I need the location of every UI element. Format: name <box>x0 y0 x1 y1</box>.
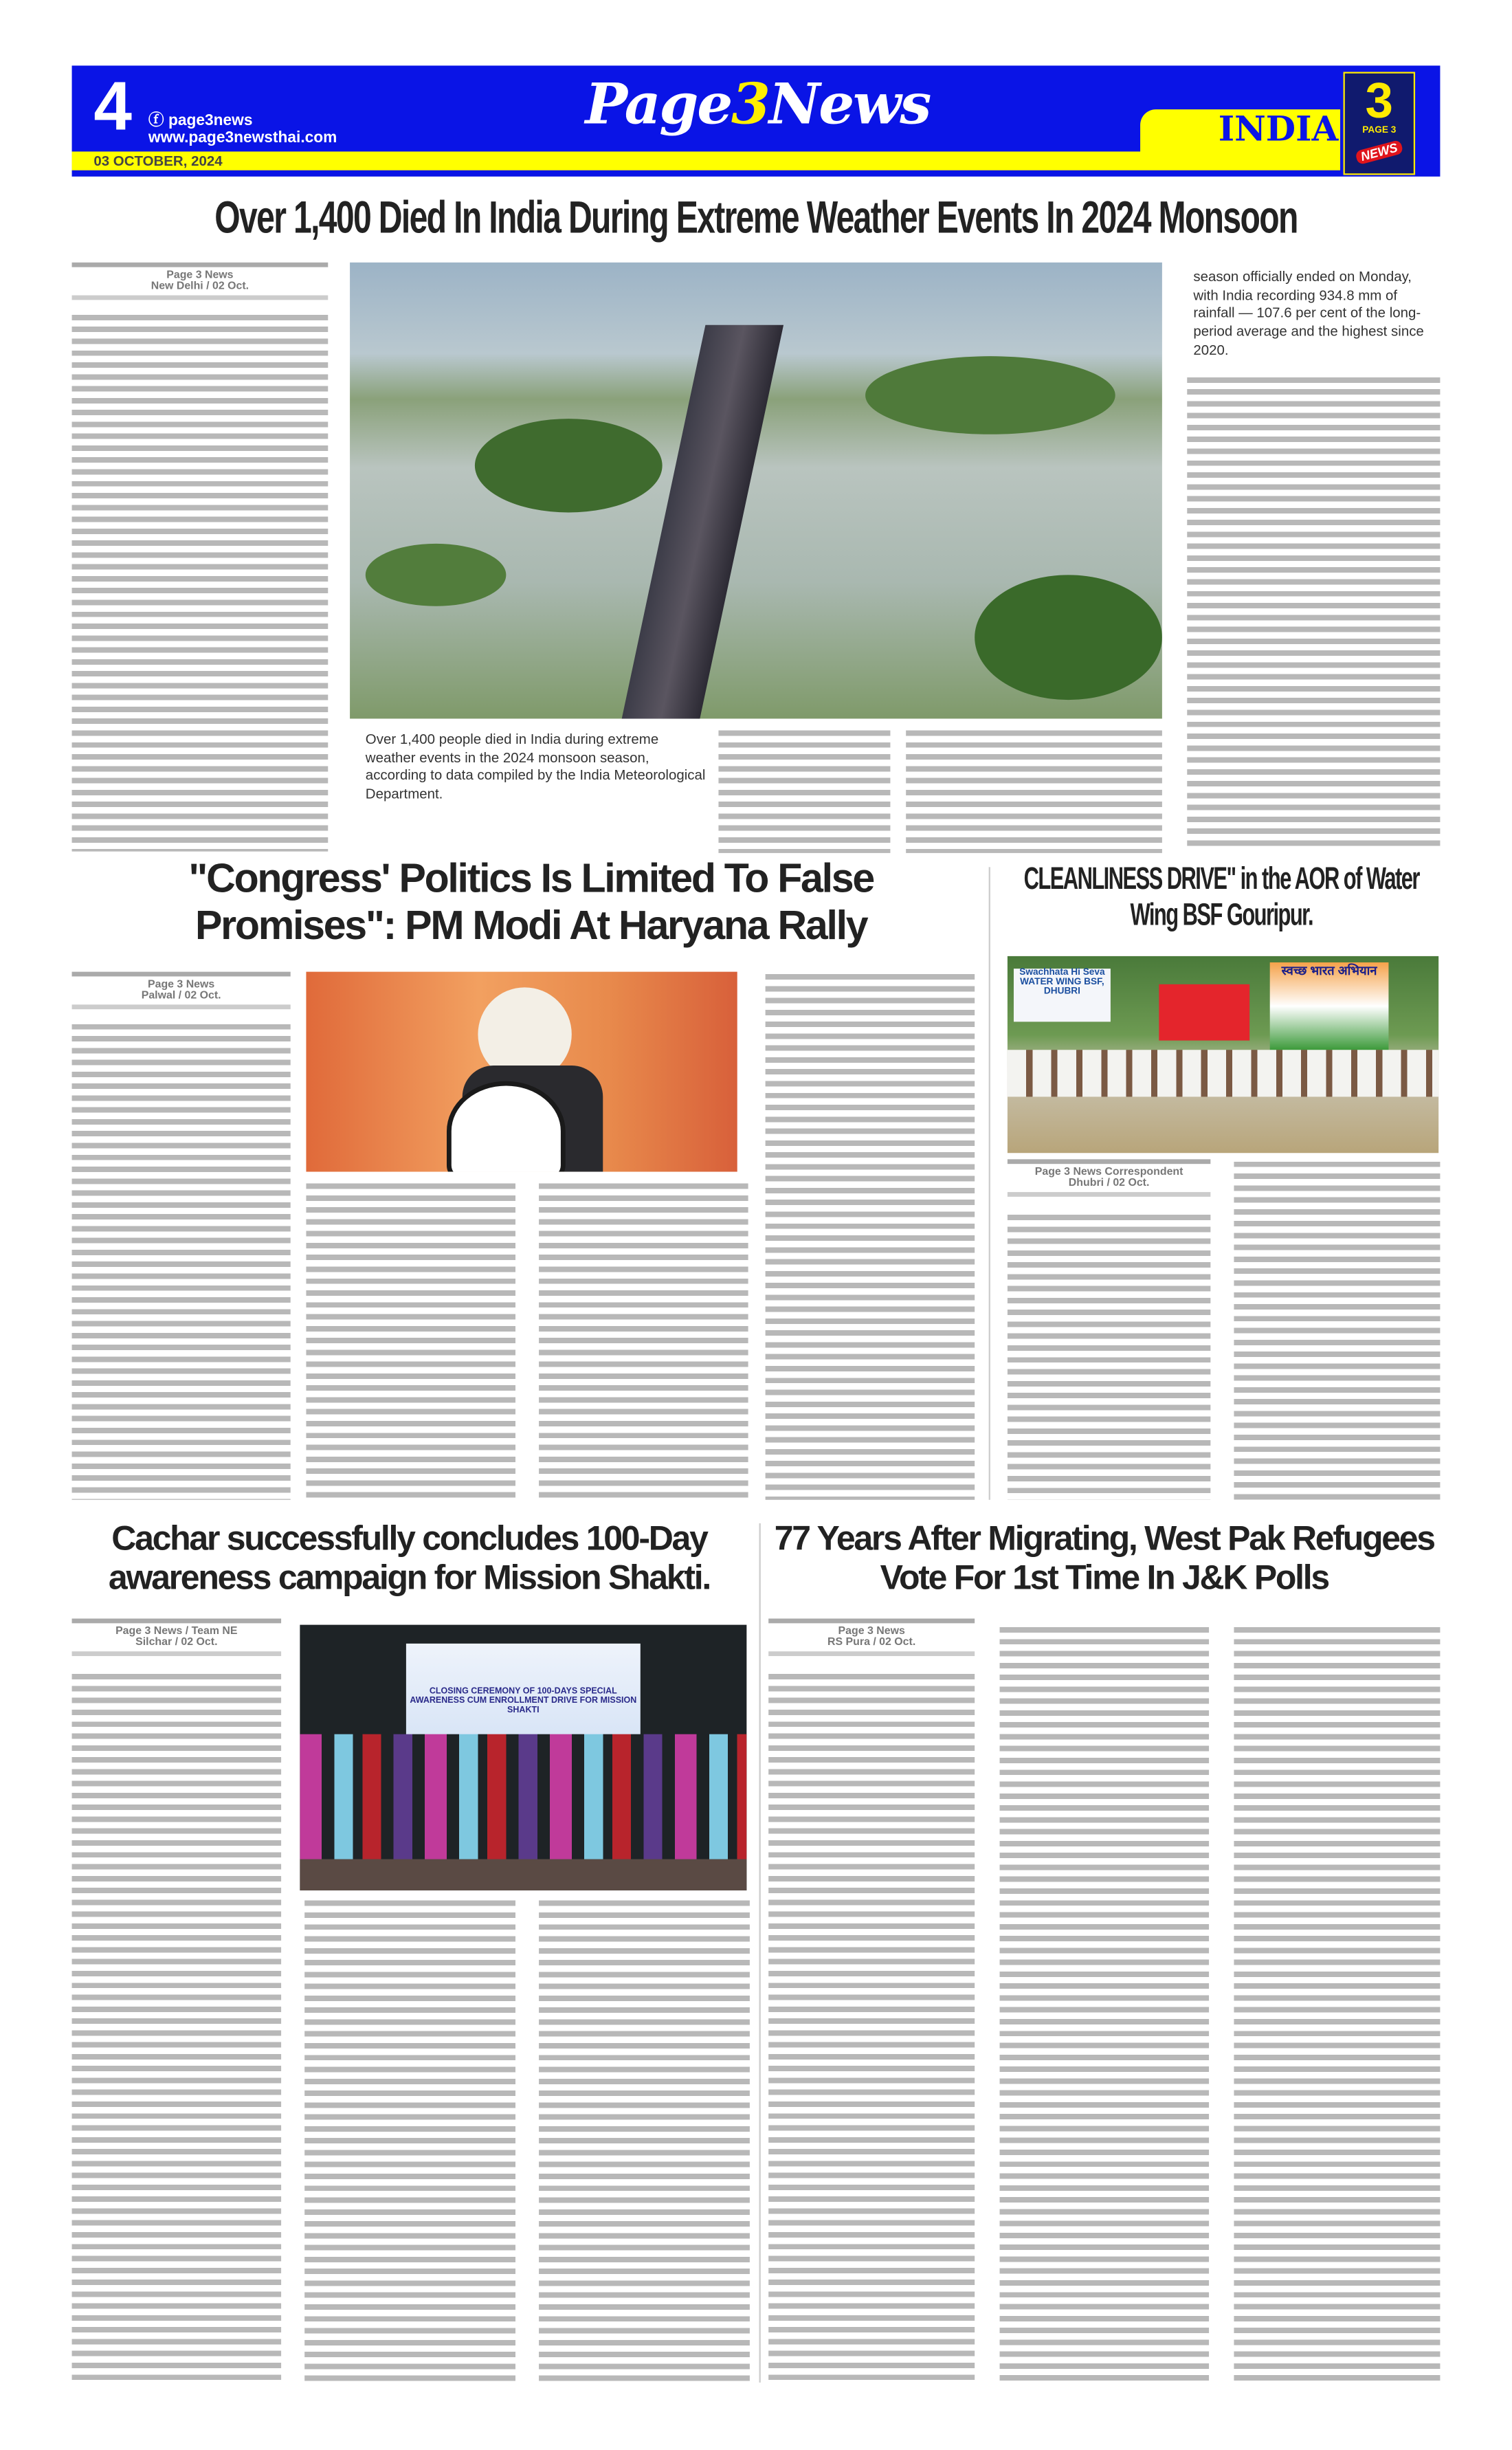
byline: Page 3 News / Team NE Silchar / 02 Oct. <box>72 1619 282 1657</box>
article-column <box>539 1181 748 1500</box>
pm-modi-rally-photo <box>306 972 737 1172</box>
article-column <box>1000 1625 1210 2383</box>
article-column <box>72 1672 282 2383</box>
facebook-icon: ⓕ <box>148 112 168 130</box>
article-column <box>304 1898 515 2383</box>
headline-mission-shakti: Cachar successfully concludes 100-Day awareness campaign for Mission Shakti. <box>108 1519 710 1598</box>
headline-cleanliness-drive: CLEANLINESS DRIVE" in the AOR of Water Wing BSF Gouripur. <box>1023 862 1419 933</box>
article-column <box>766 972 975 1500</box>
byline: Page 3 News Correspondent Dhubri / 02 Oct. <box>1008 1159 1210 1197</box>
photo-banner-right: स्वच्छ भारत अभियान <box>1270 962 1389 1050</box>
brand-logo: 3 PAGE 3 NEWS <box>1344 72 1416 175</box>
photo-banner-left: Swachhata Hi Seva WATER WING BSF, DHUBRI <box>1014 969 1111 1022</box>
article-column <box>1187 375 1440 851</box>
article-text: Over 1,400 people died in India during extreme weather events in the 2024 monsoon season, according to data compiled by the India Meteorological Department. <box>359 728 715 807</box>
website-link[interactable]: www.page3newsthai.com <box>148 129 337 147</box>
photo-banner-red <box>1159 984 1249 1041</box>
article-column <box>1008 1213 1210 1500</box>
headline-modi-rally: "Congress' Politics Is Limited To False Promises": PM Modi At Haryana Rally <box>188 854 874 949</box>
bsf-cleanliness-photo <box>1008 956 1438 1153</box>
masthead-title: Page3News <box>585 71 931 137</box>
byline: Page 3 News New Delhi / 02 Oct. <box>72 263 329 300</box>
article-column <box>306 1181 515 1500</box>
article-column <box>768 1672 975 2383</box>
photo-banner: CLOSING CEREMONY OF 100-DAYS SPECIAL AWARENESS CUM ENROLLMENT DRIVE FOR MISSION SHAKTI <box>406 1644 641 1785</box>
page-number: 4 <box>93 68 133 146</box>
byline: Page 3 News RS Pura / 02 Oct. <box>768 1619 975 1657</box>
byline: Page 3 News Palwal / 02 Oct. <box>72 972 291 1010</box>
flood-railway-photo <box>350 263 1162 719</box>
issue-date: 03 OCTOBER, 2024 <box>93 153 223 169</box>
article-column <box>72 313 329 852</box>
headline-monsoon: Over 1,400 Died In India During Extreme Weather Events In 2024 Monsoon <box>214 193 1298 244</box>
article-column <box>718 728 890 853</box>
article-column <box>1234 1159 1440 1499</box>
article-column <box>72 1022 291 1499</box>
article-column <box>1234 1625 1440 2383</box>
column-divider <box>989 867 990 1499</box>
mission-shakti-ceremony-photo <box>300 1625 746 1890</box>
section-label: INDIA <box>1218 109 1339 151</box>
article-column <box>906 728 1162 853</box>
column-divider <box>759 1523 761 2383</box>
article-column <box>539 1898 750 2383</box>
headline-west-pak-refugees: 77 Years After Migrating, West Pak Refugees Vote For 1st Time In J&K Polls <box>774 1519 1434 1598</box>
article-text: season officially ended on Monday, with India recording 934.8 mm of rainfall — 107.6 per cent of the long-period average and the highest since 2020. <box>1187 265 1440 363</box>
social-handle[interactable]: ⓕ page3news <box>148 112 253 130</box>
